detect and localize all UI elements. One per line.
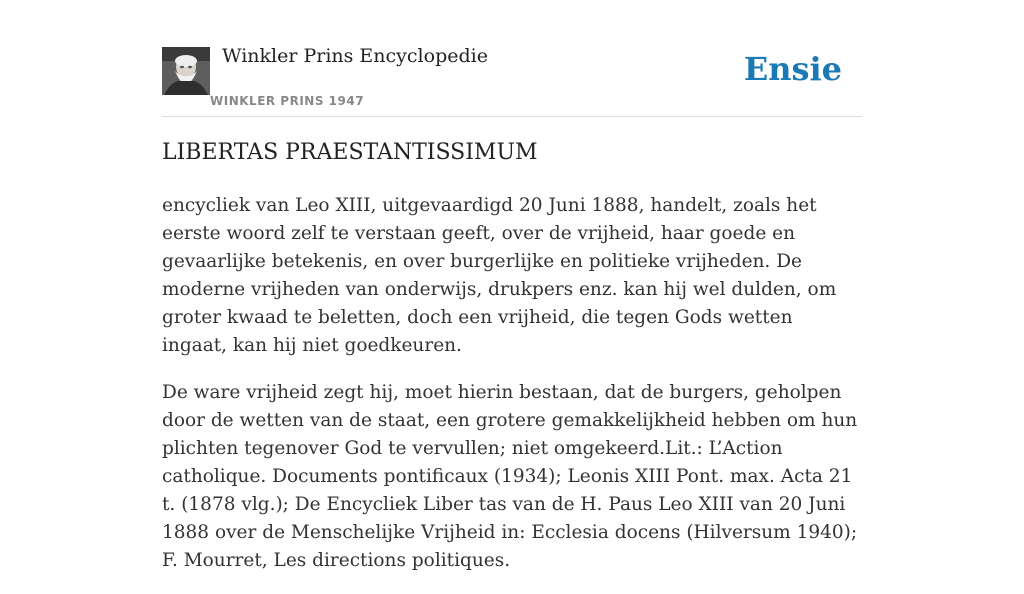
page	[162, 0, 862, 571]
bearded-man-portrait-icon	[162, 47, 210, 95]
ensie-logo[interactable]: Ensie	[743, 50, 842, 88]
article-title: LIBERTAS PRAESTANTISSIMUM	[162, 140, 538, 165]
source-edition[interactable]: WINKLER PRINS 1947	[210, 94, 365, 108]
source-header	[162, 0, 862, 117]
article-paragraph: De ware vrijheid zegt hij, moet hierin bestaan, dat de burgers, geholpen door de wetten van de staat, een grotere gemakkelijkheid hebben om hun plichten tegenover God te vervullen; niet omgekeerd.Lit.: L’Action catholique. Documents pontificaux (1934); Leonis XIII Pont. max. Acta 21 t. (1878 vlg.); De Encycliek Liber tas van de H. Paus Leo XIII van 20 Juni 1888 over de Menschelijke Vrijheid in: Ecclesia docens (Hilversum 1940); F. Mourret, Les directions politiques.	[162, 382, 858, 571]
article-body	[162, 192, 862, 594]
source-title[interactable]: Winkler Prins Encyclopedie	[222, 45, 488, 67]
source-avatar[interactable]	[162, 47, 210, 95]
article-paragraph: encycliek van Leo XIII, uitgevaardigd 20 Juni 1888, handelt, zoals het eerste woord zelf te verstaan geeft, over de vrijheid, haar goede en gevaarlijke betekenis, en over burgerlijke en politieke vrijheden. De moderne vrijheden van onderwijs, drukpers enz. kan hij wel dulden, om groter kwaad te beletten, doch een vrijheid, die tegen Gods wetten ingaat, kan hij niet goedkeuren.	[162, 195, 837, 356]
